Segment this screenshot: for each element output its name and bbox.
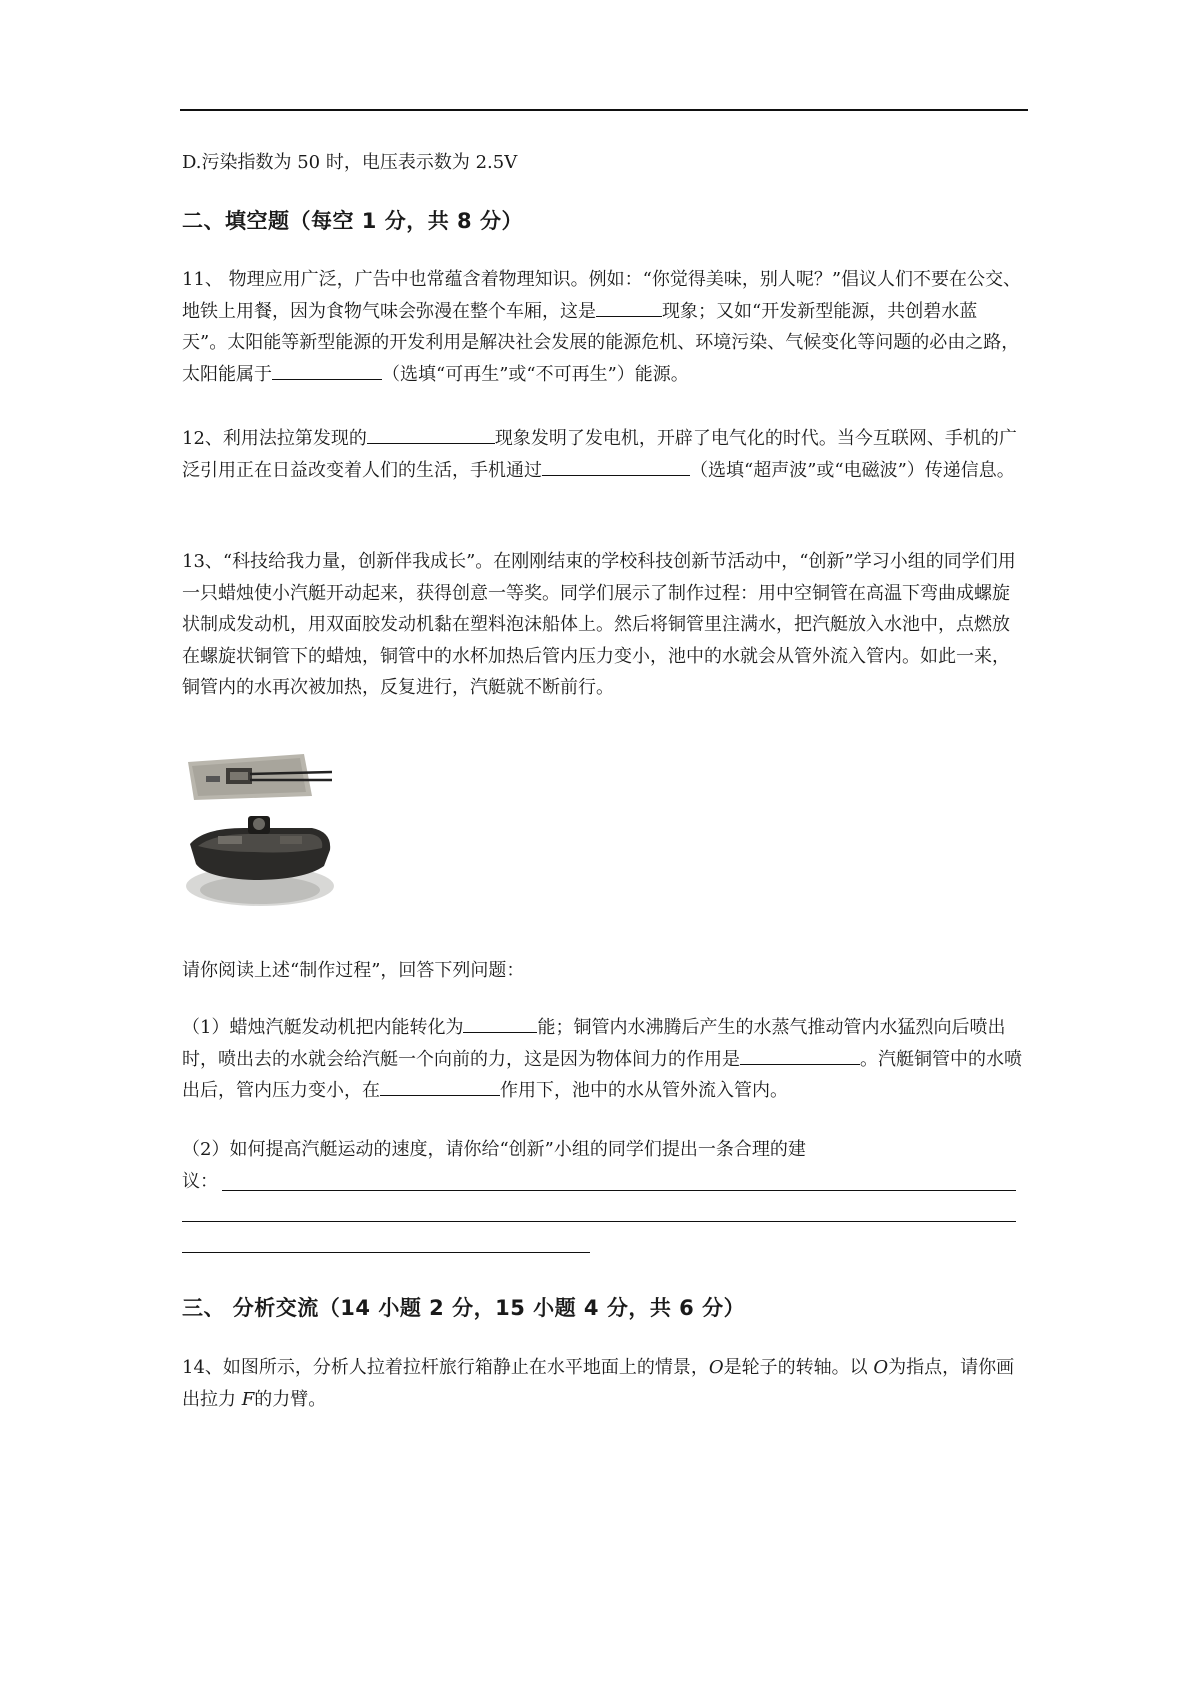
q14-text-4: 的力臂。 [254, 1388, 327, 1410]
q12-blank-2 [542, 457, 690, 476]
question-14 [182, 1352, 1022, 1415]
q12-text-3: （选填“超声波”或“电磁波”）传递信息。 [690, 459, 1015, 481]
q11-blank-1 [596, 298, 662, 317]
q13-s1-text-2: 能；铜管内水沸腾后产生的水蒸气推动管内水猛烈向后喷出时，喷出去的水就会给汽艇一个向前的力，这是因为物体间力的作用是 [182, 1017, 1006, 1070]
boat-top-view-photo [184, 748, 336, 802]
q13-blank-2 [740, 1046, 860, 1065]
q12-text-1: 12、利用法拉第发现的 [182, 428, 367, 449]
q14-text-1: 14、如图所示，分析人拉着拉杆旅行箱静止在水平地面上的情景， [182, 1357, 709, 1378]
boat-side-view-photo [184, 806, 336, 906]
q12-blank-1 [367, 425, 495, 444]
q11-text-1: 11、 物理应用广泛，广告中也常蕴含着物理知识。例如：“你觉得美味，别人呢？”倡议人们不要在公交、地铁上用餐，因为食物气味会弥漫在整个车厢，这是 [182, 269, 1022, 322]
q14-pivot-symbol: O [873, 1357, 889, 1378]
q14-force-symbol: F [241, 1388, 255, 1410]
q11-blank-2 [272, 361, 382, 380]
section-3-heading: 三、 分析交流（14 小题 2 分，15 小题 4 分，共 6 分） [182, 1296, 746, 1320]
q13-sub-2: （2）如何提高汽艇运动的速度，请你给“创新”小组的同学们提出一条合理的建 [182, 1139, 806, 1160]
question-11 [182, 264, 1022, 390]
question-12 [182, 423, 1022, 486]
header-rule [180, 109, 1028, 111]
q13-answer-line-1 [222, 1190, 1016, 1191]
q13-s1-text-1: （1）蜡烛汽艇发动机把内能转化为 [182, 1017, 464, 1038]
q13-blank-1 [463, 1014, 537, 1033]
q13-prompt: 请你阅读上述“制作过程”，回答下列问题： [182, 960, 525, 981]
question-13-text: 13、“科技给我力量，创新伴我成长”。在刚刚结束的学校科技创新节活动中，“创新”学习小组的同学们用一只蜡烛使小汽艇开动起来，获得创意一等奖。同学们展示了制作过程：用中空铜管在高温下弯曲成螺旋状制成发动机，用双面胶发动机黏在塑料泡沫船体上。然后将铜管里注满水，把汽艇放入水池中，点燃放在螺旋状铜管下的蜡烛，铜管中的水杯加热后管内压力变小，池中的水就会从管外流入管内。如此一来，铜管内的水再次被加热，反复进行，汽艇就不断前行。 [182, 551, 1016, 698]
option-d: D.污染指数为 50 时，电压表示数为 2.5V [182, 152, 518, 173]
q12-text-2: 现象发明了发电机，开辟了电气化的时代。当今互联网、手机的广泛引用正在日益改变着人们的生活，手机通过 [182, 428, 1017, 481]
q13-s1-text-4: 作用下，池中的水从管外流入管内。 [500, 1080, 788, 1101]
q13-answer-line-3 [182, 1252, 590, 1253]
q13-answer-line-2 [182, 1221, 1016, 1222]
q14-text-3: 为指点，请你画出拉力 [182, 1357, 1015, 1410]
q13-blank-3 [380, 1077, 500, 1096]
q14-text-2: 是轮子的转轴。以 [723, 1357, 874, 1378]
q11-text-3: （选填“可再生”或“不可再生”）能源。 [382, 363, 689, 385]
q11-text-2: 现象；又如“开发新型能源，共创碧水蓝天”。太阳能等新型能源的开发利用是解决社会发展的能源危机、环境污染、气候变化等问题的必由之路，太阳能属于 [182, 300, 1020, 385]
q14-axis-symbol: O [708, 1357, 724, 1378]
q13-s1-text-3: 。汽艇铜管中的水喷出后，管内压力变小，在 [182, 1048, 1022, 1101]
q13-sub-2-label: 议： [182, 1171, 218, 1192]
q13-sub-1 [182, 1012, 1022, 1107]
section-2-heading: 二、填空题（每空 1 分，共 8 分） [182, 209, 523, 233]
